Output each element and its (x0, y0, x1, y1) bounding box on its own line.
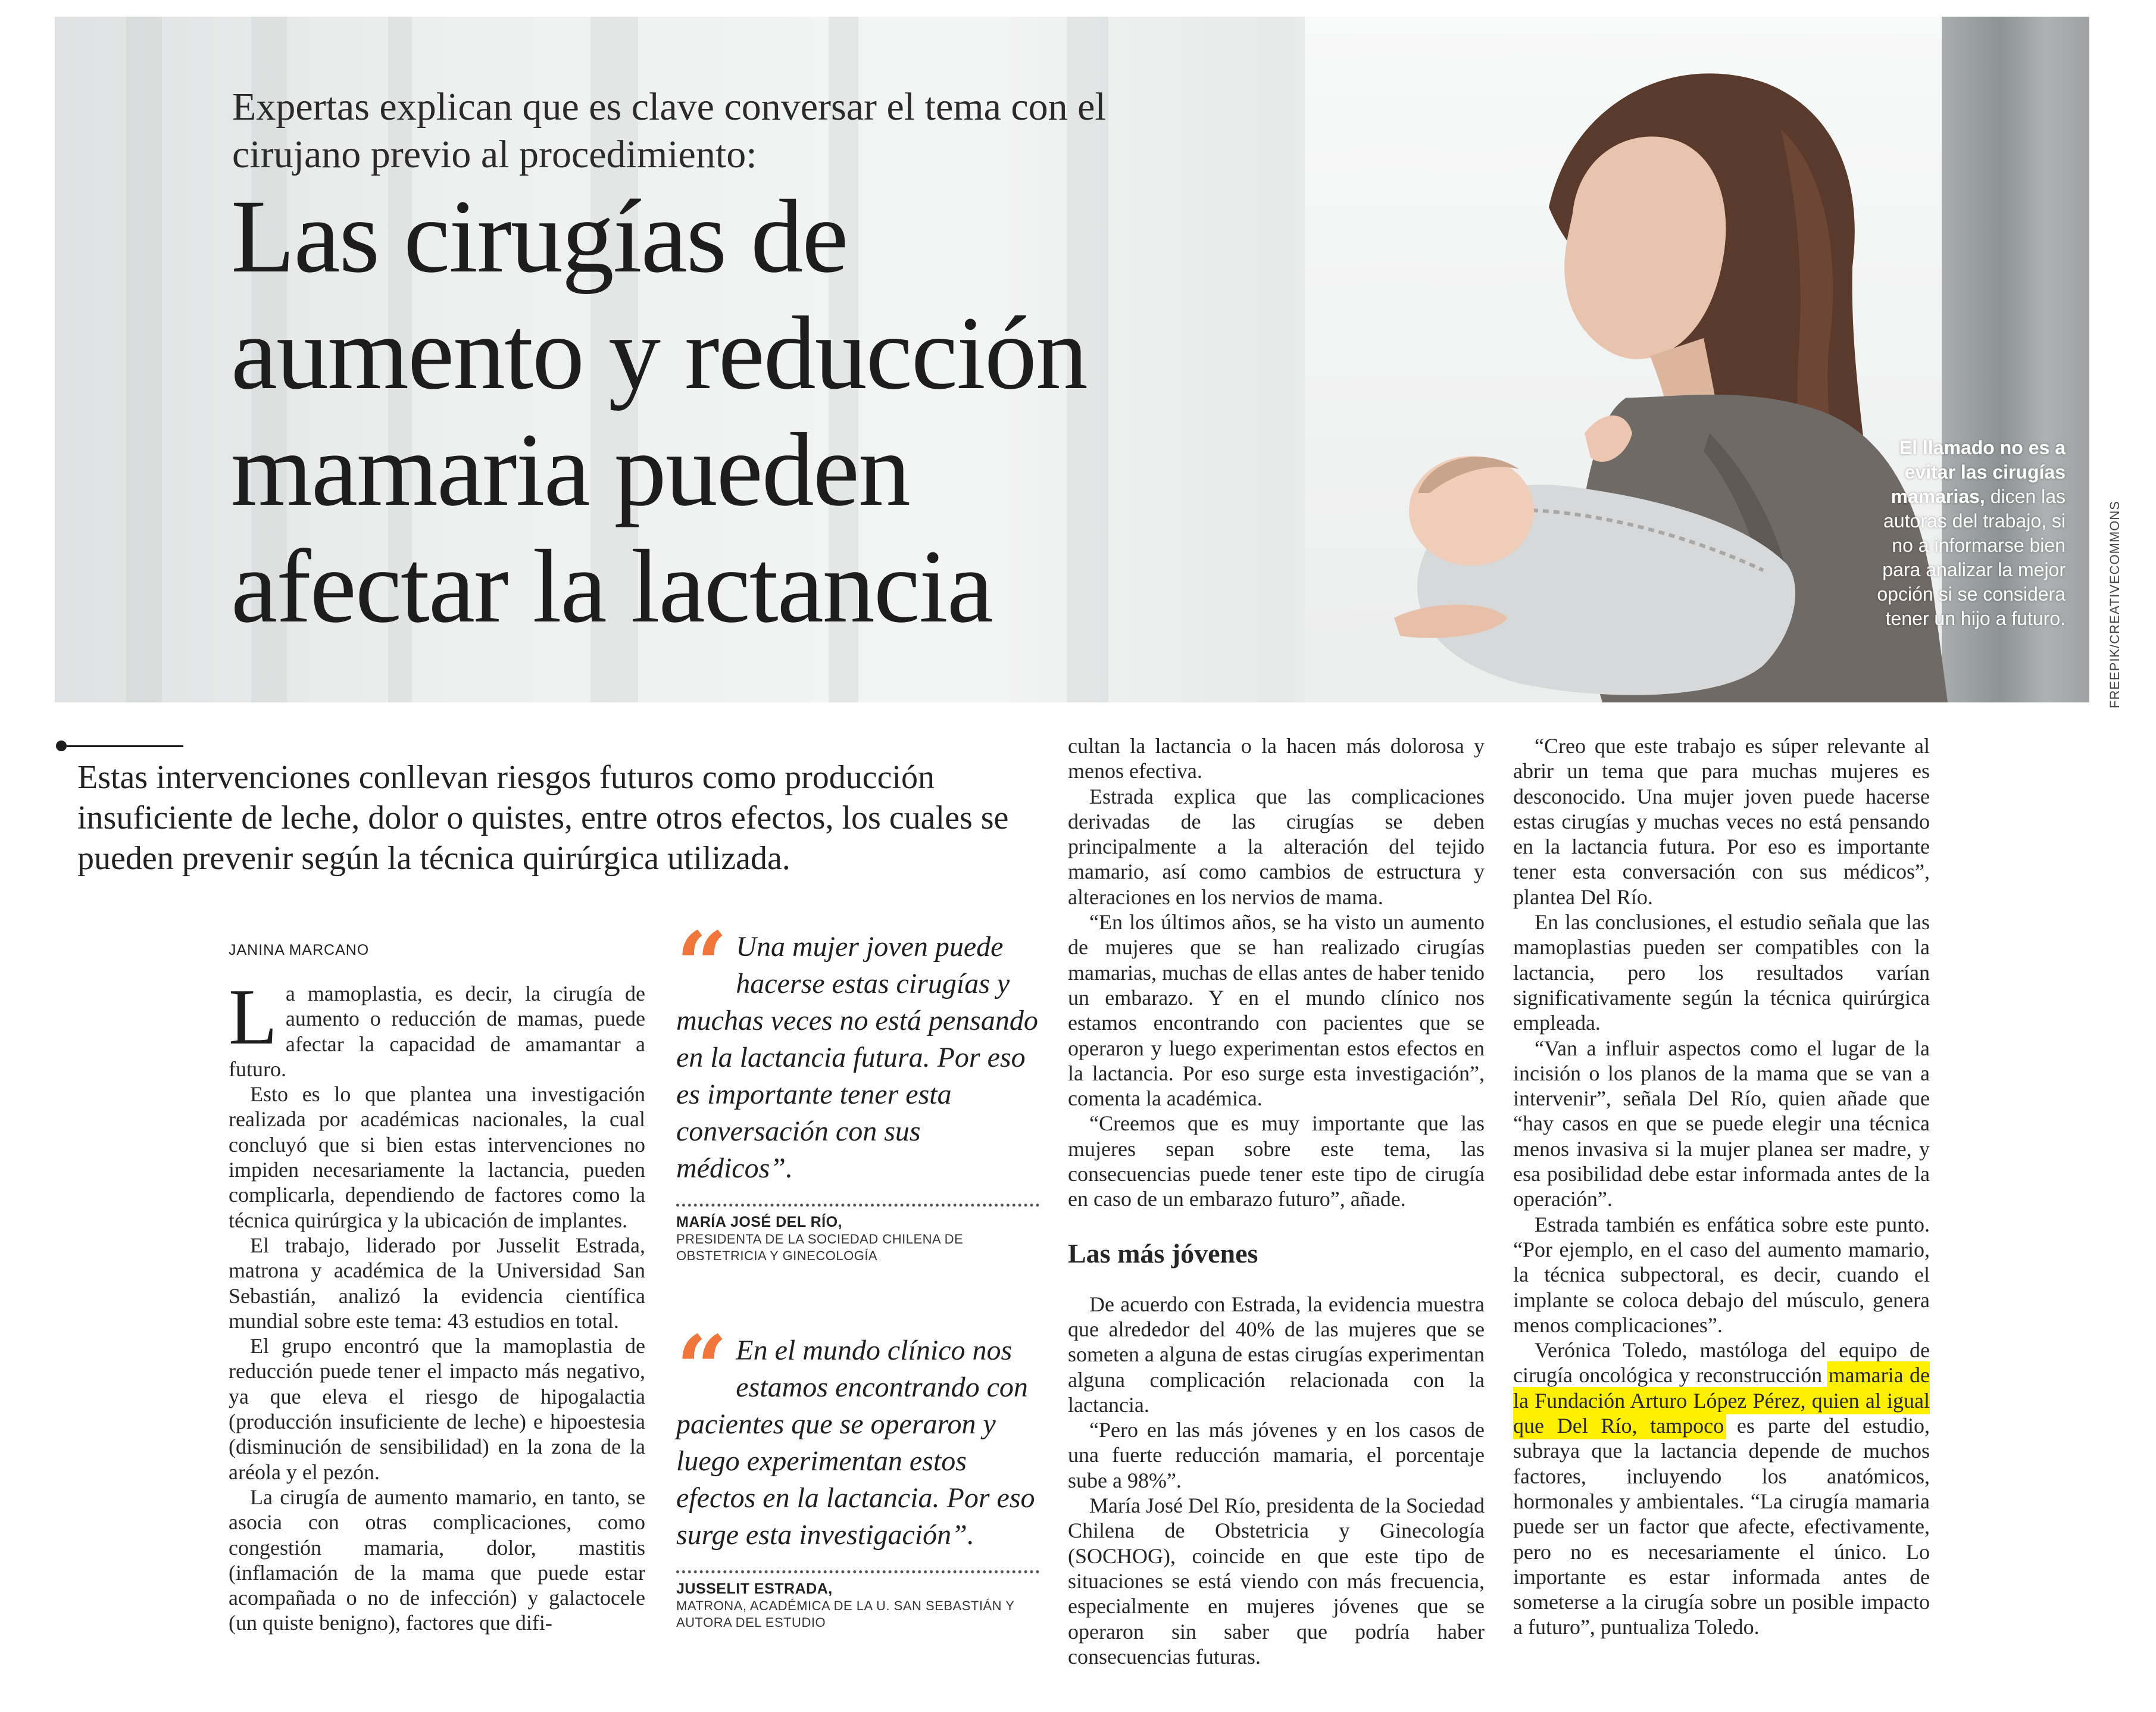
photo-caption-text: dicen las autoras del trabajo, si no a informarse bien para analizar la mejor opción si se considera tener un hijo a futuro. (1877, 486, 2066, 629)
drop-cap: L (229, 973, 277, 1061)
body-paragraph: “Creo que este trabajo es súper relevante al abrir un tema que para muchas mujeres es desconocido. Una mujer joven puede hacerse estas cirugías y muchas veces no está pensando en la lactancia futura. Por eso es importante tener esta conversación con sus médicos”, plantea Del Río. (1513, 734, 1930, 909)
headline-line: aumento y reducción (231, 295, 1087, 411)
article-column-3 (1068, 733, 1485, 1669)
pull-quote-text: Una mujer joven puede hacerse estas cirugías y muchas veces no está pensando en la lactancia futura. Por eso es importante tener esta conversación con sus médicos”. (676, 931, 1038, 1184)
body-paragraph: cultan la lactancia o la hacen más dolorosa y menos efectiva. (1068, 734, 1485, 783)
article-column-4 (1513, 733, 1930, 1640)
article-column-1 (229, 973, 645, 1636)
body-paragraph: La mamoplastia, es decir, la cirugía de aumento o reducción de mamas, puede afectar la capacidad de amamantar a futuro. (229, 973, 645, 1081)
body-paragraph: “Pero en las más jóvenes y en los casos de una fuerte reducción mamaria, el porcentaje sube a 98%”. (1068, 1418, 1485, 1492)
photo-caption (1863, 436, 2066, 631)
photo-caption-bold: El llamado no es a evitar las cirugías mamarias, (1891, 437, 2066, 507)
quote-mark-icon: “ (676, 1316, 728, 1421)
quote-attribution-name: MARÍA JOSÉ DEL RÍO, (676, 1214, 842, 1230)
headline (231, 179, 1243, 645)
pull-quote-text: En el mundo clínico nos estamos encontrando con pacientes que se operaron y luego experimentan estos efectos en la lactancia. Por eso surge esta investigación”. (676, 1335, 1035, 1551)
body-paragraph: “Creemos que es muy importante que las mujeres sepan sobre este tema, las consecuencias puede tener este tipo de cirugía en caso de un embarazo futuro”, añade. (1068, 1111, 1485, 1211)
headline-line: mamaria pueden (231, 412, 910, 528)
body-paragraph: Estrada explica que las complicaciones derivadas de las cirugías se deben principalmente a la alteración del tejido mamario, así como cambios de estructura y alteraciones en los nervios de mama. (1068, 784, 1485, 909)
body-paragraph: Esto es lo que plantea una investigación realizada por académicas nacionales, la cual concluyó que si bien estas intervenciones no impiden necesariamente la lactancia, pueden complicarla, dependiendo de factores como la técnica quirúrgica y la ubicación de implantes. (229, 1082, 645, 1232)
body-paragraph: María José Del Río, presidenta de la Sociedad Chilena de Obstetricia y Ginecología (SOCHOG), coincide en que este tipo de situaciones se está viendo con más frecuencia, especialmente en mujeres jóvenes que se operaron sin saber que podría haber consecuencias futuras. (1068, 1494, 1485, 1669)
quote-attribution-name: JUSSELIT ESTRADA, (676, 1580, 833, 1597)
photo-credit: FREEPIK/CREATIVECOMMONS (2107, 501, 2122, 708)
quote-mark-icon: “ (676, 913, 728, 1017)
body-paragraph: “En los últimos años, se ha visto un aumento de mujeres que se han realizado cirugías mamarias, muchas de ellas antes de haber tenido un embarazo. Y en el mundo clínico nos estamos encontrando con pacientes que se operaron y luego experimentan estos efectos en la lactancia. Por eso surge esta investigación”, comenta la académica. (1068, 910, 1485, 1111)
kicker: Expertas explican que es clave conversar el tema con el cirujano previo al procedimiento: (232, 85, 1106, 176)
body-paragraph: La cirugía de aumento mamario, en tanto, se asocia con otras complicaciones, como congestión mamaria, dolor, mastitis (inflamación de la mama que puede estar acompañada o no de infección) y galactocele (un quiste benigno), factores que difi- (229, 1485, 645, 1635)
lead-bullet-icon (56, 741, 67, 751)
body-paragraph: Verónica Toledo, mastóloga del equipo de cirugía oncológica y reconstrucción mamaria de la Fundación Arturo López Pérez, quien al igual que Del Río, tampoco es parte del estudio, subraya que la lactancia depende de muchos factores, incluyendo los anatómicos, hormonales y ambientales. “La cirugía mamaria puede ser un factor que afecte, efectivamente, pero no es necesariamente el único. Lo importante es estar informada antes de someterse a la cirugía sobre un posible impacto a futuro”, puntualiza Toledo. (1513, 1338, 1930, 1639)
lead-paragraph: Estas intervenciones conllevan riesgos futuros como producción insuficiente de leche, dolor o quistes, entre otros efectos, los cuales se pueden prevenir según la técnica quirúrgica utilizada. (77, 759, 1009, 877)
body-paragraph: Estrada también es enfática sobre este punto. “Por ejemplo, en el caso del aumento mamario, la técnica subpectoral, es decir, cuando el implante se coloca debajo del músculo, genera menos complicaciones”. (1513, 1212, 1930, 1337)
headline-line: afectar la lactancia (231, 529, 992, 645)
quote-attribution-role: PRESIDENTA DE LA SOCIEDAD CHILENA DE OBSTETRICIA Y GINECOLOGÍA (676, 1232, 964, 1263)
quote-divider (676, 1570, 1039, 1573)
body-paragraph: El grupo encontró que la mamoplastia de reducción puede tener el impacto más negativo, ya que eleva el riesgo de hipogalactia (producción insuficiente de leche) e hipoestesia (disminución de sensibilidad) en la zona de la aréola y el pezón. (229, 1334, 645, 1484)
quote-attribution-role: MATRONA, ACADÉMICA DE LA U. SAN SEBASTIÁN Y AUTORA DEL ESTUDIO (676, 1598, 1014, 1630)
byline: JANINA MARCANO (229, 942, 370, 958)
body-paragraph: De acuerdo con Estrada, la evidencia muestra que alrededor del 40% de las mujeres que se someten a alguna de estas cirugías experimentan alguna complicación relacionada con la lactancia. (1068, 1292, 1485, 1417)
section-subhead: Las más jóvenes (1068, 1238, 1258, 1269)
highlighted-text: mamaria de la Fundación Arturo López Pérez, quien al igual que Del Río, tampoco (1513, 1363, 1930, 1438)
quote-divider (676, 1204, 1039, 1207)
pull-quote (676, 913, 1039, 1264)
pull-quote (676, 1316, 1039, 1631)
body-paragraph: El trabajo, liderado por Jusselit Estrada, matrona y académica de la Universidad San Sebastián, analizó la evidencia científica mundial sobre este tema: 43 estudios en total. (229, 1233, 645, 1333)
lead-rule (67, 745, 183, 747)
body-paragraph: “Van a influir aspectos como el lugar de la incisión o los planos de la mama que se van a intervenir”, señala Del Río, quien añade que “hay casos en que se puede elegir una técnica menos invasiva si la mujer planea ser madre, y esa posibilidad debe estar informada antes de la operación”. (1513, 1036, 1930, 1211)
headline-line: Las cirugías de (231, 179, 848, 295)
body-paragraph: En las conclusiones, el estudio señala que las mamoplastias pueden ser compatibles con la lactancia, pero los resultados varían significativamente según la técnica quirúrgica empleada. (1513, 910, 1930, 1035)
